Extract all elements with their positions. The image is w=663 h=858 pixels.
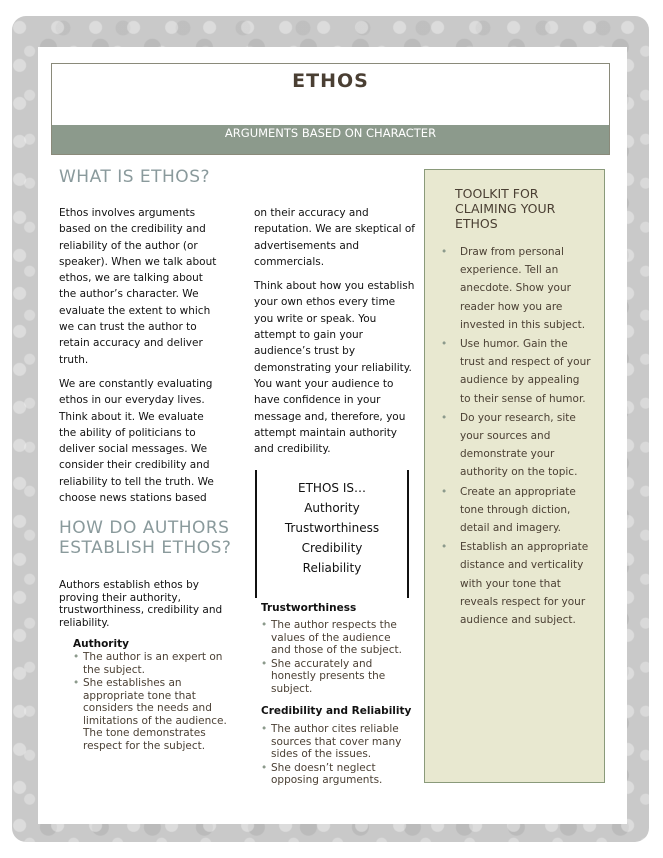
left-paragraph-1: Ethos involves arguments based on the credibility and reliability of the author (or speaker). When we talk about ethos, we are talking about the author’s character. We evaluate the extent to which we can trust the author to retain accuracy and deliver truth. — [59, 207, 217, 366]
quote-line: Credibility — [301, 541, 363, 555]
left-body-column — [59, 205, 221, 514]
subtitle-bar — [52, 125, 609, 154]
header-box — [51, 63, 610, 155]
credibility-list — [261, 723, 413, 788]
authority-heading: Authority — [73, 638, 129, 650]
quote-title: ETHOS IS… — [298, 481, 366, 495]
ethos-is-pull-quote — [255, 470, 409, 598]
list-item: • The author is an expert on the subject. — [73, 651, 233, 676]
toolkit-title: TOOLKIT FOR CLAIMING YOUR ETHOS — [455, 186, 556, 231]
middle-paragraph-2: Think about how you establish your own ethos every time you write or speak. You attempt to gain your audience’s trust by demonstrating your reliability. You want your audience to have confidence in your message and, therefore, you attempt maintain authority and credibility. — [254, 280, 415, 456]
trustworthiness-heading: Trustworthiness — [261, 602, 357, 614]
quote-line: Authority — [304, 501, 360, 515]
trustworthiness-list — [261, 619, 413, 696]
list-item: • Establish an appropriate distance and verticality with your tone that reveals respect for your audience and subject. — [441, 538, 591, 629]
credibility-heading: Credibility and Reliability — [261, 705, 412, 717]
authority-list — [73, 651, 233, 753]
list-item: • She establishes an appropriate tone that considers the needs and limitations of the audience. The tone demonstrates respect for the subject. — [73, 677, 233, 752]
list-item: • Create an appropriate tone through diction, detail and imagery. — [441, 483, 591, 538]
toolkit-list — [441, 243, 591, 630]
how-intro-text: Authors establish ethos by proving their authority, trustworthiness, credibility and reliability. — [59, 579, 223, 629]
quote-line: Trustworthiness — [284, 521, 380, 535]
middle-body-column — [254, 205, 416, 465]
list-item: • Use humor. Gain the trust and respect of your audience by appealing to their sense of humor. — [441, 335, 591, 408]
list-item: • The author respects the values of the audience and those of the subject. — [261, 619, 413, 657]
toolkit-sidebar — [424, 169, 605, 783]
quote-line: Reliability — [302, 561, 362, 575]
section-heading-how-do-authors: HOW DO AUTHORS ESTABLISH ETHOS? — [59, 518, 232, 558]
middle-paragraph-1: on their accuracy and reputation. We are skeptical of advertisements and commercials. — [254, 207, 416, 268]
list-item: • The author cites reliable sources that cover many sides of the issues. — [261, 723, 413, 761]
left-paragraph-2: We are constantly evaluating ethos in our everyday lives. Think about it. We evaluate the ability of politicians to deliver social messages. We consider their credibility and reliability to tell the truth. We choose news stations based — [59, 377, 214, 505]
page-title: ETHOS — [292, 70, 369, 92]
list-item: • She doesn’t neglect opposing arguments. — [261, 762, 413, 787]
list-item: • Do your research, site your sources and demonstrate your authority on the topic. — [441, 409, 591, 482]
section-heading-what-is-ethos: WHAT IS ETHOS? — [59, 167, 211, 187]
list-item: • She accurately and honestly presents the subject. — [261, 658, 413, 696]
subtitle-text: ARGUMENTS BASED ON CHARACTER — [224, 126, 437, 140]
list-item: • Draw from personal experience. Tell an anecdote. Show your reader how you are invested in this subject. — [441, 243, 591, 334]
